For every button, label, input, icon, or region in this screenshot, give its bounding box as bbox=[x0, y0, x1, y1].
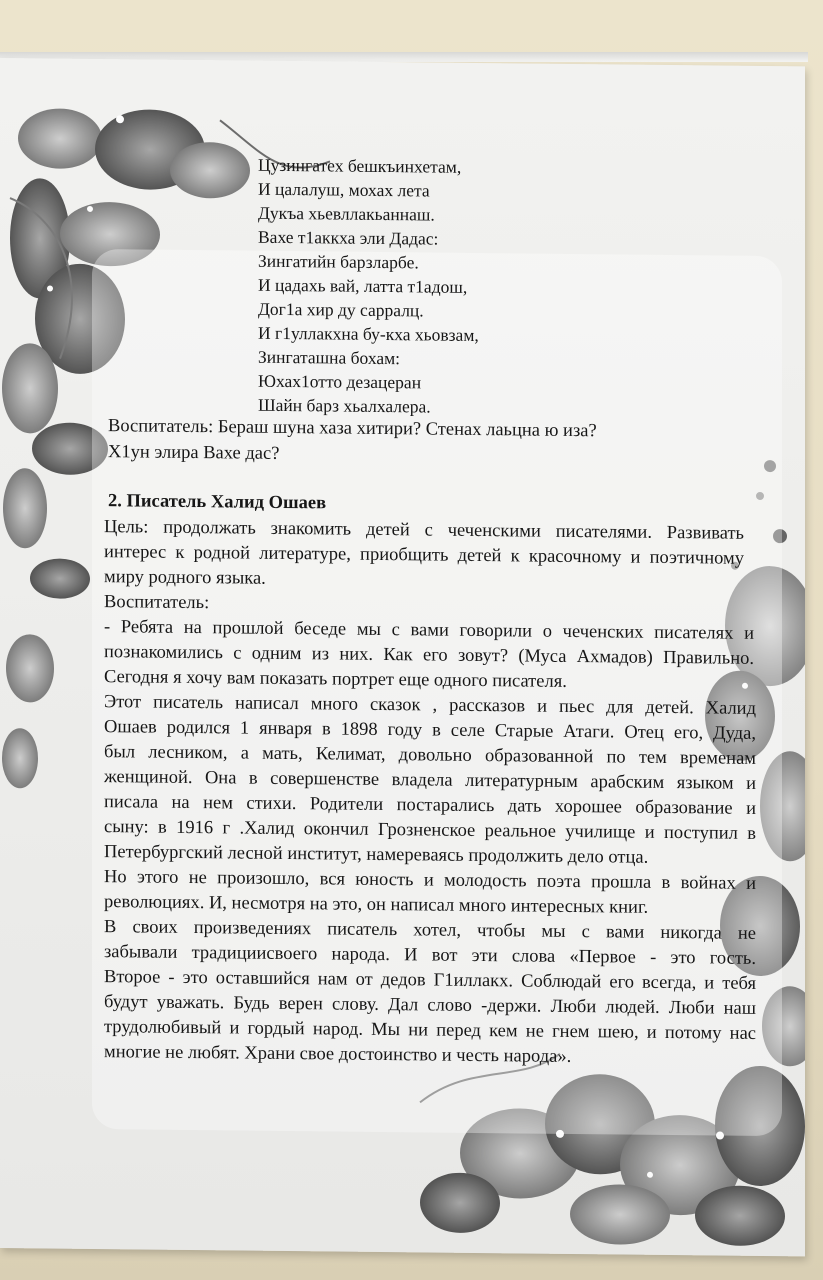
body-line: писала на нем стихи. Родители постарались дать хорошее образование и bbox=[104, 792, 756, 819]
body-line: женщиной. Она в совершенстве владела литературным арабским языком и bbox=[104, 767, 756, 794]
body-line: Второе - это оставшийся нам от дедов Г1иллакх. Соблюдай его всегда, и тебя bbox=[104, 967, 756, 994]
body-line: был лесником, а мать, Келимат, довольно образованной по тем временам bbox=[104, 742, 756, 769]
body-line: Воспитатель: bbox=[104, 592, 210, 614]
poem-line: И г1уллакхна бу-кха хьовзам, bbox=[258, 322, 479, 346]
body-line: Сегодня я хочу вам показать портрет еще одного писателя. bbox=[104, 667, 567, 692]
poem-line: Цузингатех бешкъинхетам, bbox=[258, 154, 462, 177]
body-line: познакомились с одним из них. Как его зовут? (Муса Ахмадов) Правильно. bbox=[104, 642, 754, 669]
poem-line: Дог1а хир ду сарралц. bbox=[258, 298, 424, 321]
poem-line: Дукъа хьевллакьаннаш. bbox=[258, 202, 435, 225]
poem-line: И цалалуш, мохах лета bbox=[258, 178, 430, 201]
body-line: трудолюбивый и гордый народ. Мы ни перед кем не гнем шею, и потому нас bbox=[104, 1017, 756, 1044]
poem-line: Зингатийн барзларбе. bbox=[258, 250, 419, 273]
body-line: будут уважать. Будь верен слову. Дал слово -держи. Люби людей. Люби наш bbox=[104, 992, 756, 1019]
body-line: Этот писатель написал много сказок , рассказов и пьес для детей. Халид bbox=[104, 692, 756, 719]
body-line: В своих произведениях писатель хотел, чтобы мы с вами никогда не bbox=[104, 917, 756, 944]
body-line: интерес к родной литературе, приобщить детей к красочному и поэтичному bbox=[104, 542, 744, 569]
body-line: Ошаев родился 1 января в 1898 году в селе Старые Атаги. Отец его, Дуда, bbox=[104, 717, 756, 744]
document-body bbox=[0, 58, 805, 1256]
body-line: Петербургский лесной институт, намереваясь продолжить дело отца. bbox=[104, 842, 649, 868]
section-heading: 2. Писатель Халид Ошаев bbox=[108, 491, 327, 514]
body-line: - Ребята на прошлой беседе мы с вами говорили о чеченских писателях и bbox=[104, 617, 754, 644]
poem-line: Юхах1отто дезацеран bbox=[258, 370, 422, 393]
body-line: Но этого не произошло, вся юность и молодость поэта прошла в войнах и bbox=[104, 867, 756, 894]
body-line: забывали традициисвоего народа. И вот эти слова «Первое - это гость. bbox=[104, 942, 756, 969]
body-line: многие не любят. Храни свое достоинство и честь народа». bbox=[104, 1042, 572, 1067]
question-line: Х1ун элира Вахе дас? bbox=[108, 442, 280, 464]
body-line: Цель: продолжать знакомить детей с чеченскими писателями. Развивать bbox=[104, 517, 744, 544]
poem-line: Шайн барз хьалхалера. bbox=[258, 394, 431, 417]
poem-line: Зингаташна бохам: bbox=[258, 346, 401, 369]
body-line: миру родного языка. bbox=[104, 567, 266, 589]
body-line: сыну: в 1916 г .Халид окончил Грозненское реальное училище и поступил в bbox=[104, 817, 756, 844]
body-line: революциях. И, несмотря на это, он написал много интересных книг. bbox=[104, 892, 649, 918]
question-line: Воспитатель: Бераш шуна хаза хитири? Стенах лаьцна ю иза? bbox=[108, 416, 597, 442]
printed-page bbox=[0, 58, 805, 1256]
poem-line: Вахе т1аккха эли Дадас: bbox=[258, 226, 439, 249]
poem-line: И цадахь вай, латта т1адош, bbox=[258, 274, 468, 297]
